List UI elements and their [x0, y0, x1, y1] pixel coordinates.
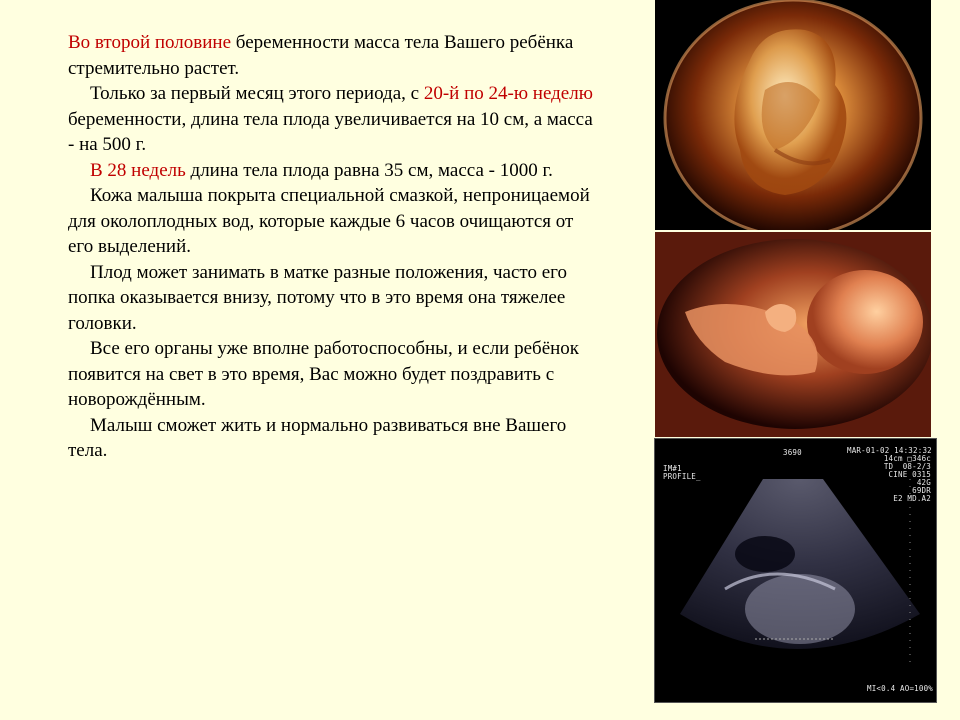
paragraph — [68, 81, 593, 158]
paragraph — [68, 413, 593, 464]
highlighted-text: В 28 недель — [90, 159, 186, 181]
ultrasound-label-line: E2 MD.A2 — [893, 494, 931, 503]
ultrasound-label-line: CINE 0315 — [888, 470, 931, 479]
ultrasound-scan-image — [655, 439, 936, 702]
paragraph — [68, 158, 593, 184]
ultrasound-settings-labels — [847, 447, 931, 503]
ultrasound-bottom-label: MI<0.4 AO=100% — [867, 684, 934, 693]
paragraph-text: Плод может занимать в матке разные положения, часто его попка оказывается внизу, потому что в это время она тяжелее головки. — [68, 261, 567, 334]
ultrasound-label-line: MAR-01-02 14:32:32 — [847, 446, 932, 455]
ultrasound-label-line: 69DR — [912, 486, 931, 495]
slide-text — [68, 30, 593, 464]
paragraph — [68, 30, 593, 81]
highlighted-text: 20-й по 24-ю неделю — [423, 83, 593, 104]
paragraph-text: Все его органы уже вполне работоспособны, и если ребёнок появится на свет в это время, Вас можно будет поздравить с новорождённым. — [68, 338, 580, 410]
paragraph-text: беременности масса тела Вашего ребёнка стремительно растет. — [68, 32, 574, 79]
ultrasound-depth-label: 3690 — [783, 448, 802, 457]
paragraph-text: Малыш сможет жить и нормально развиваться вне Вашего тела. — [68, 414, 567, 461]
paragraph — [68, 260, 593, 337]
paragraph — [68, 336, 593, 413]
ultrasound-label-line: 14cm □346c — [883, 454, 931, 463]
paragraph-text: беременности, длина тела плода увеличивается на 10 см, а масса - на 500 г. — [68, 108, 593, 155]
fetus-curled-photo — [655, 0, 931, 230]
paragraph-text: Кожа малыша покрыта специальной смазкой, непроницаемой для околоплодных вод, которые каждые 6 часов очищаются от его выделений. — [68, 185, 590, 257]
ultrasound-label-line: TD 08-2/3 — [883, 462, 931, 471]
paragraph-text: Только за первый месяц этого периода, с — [90, 83, 424, 104]
highlighted-text: Во второй половине — [68, 32, 232, 53]
paragraph-text: длина тела плода равна 35 см, масса - 1000 г. — [185, 159, 553, 181]
ultrasound-label-line: PROFILE_ — [663, 472, 701, 481]
ultrasound-left-labels — [663, 465, 701, 481]
fetus-in-womb-photo — [655, 232, 931, 437]
ultrasound-label-line: IM#1 — [663, 464, 682, 473]
paragraph — [68, 183, 593, 260]
ultrasound-label-line: 42G — [916, 478, 931, 487]
